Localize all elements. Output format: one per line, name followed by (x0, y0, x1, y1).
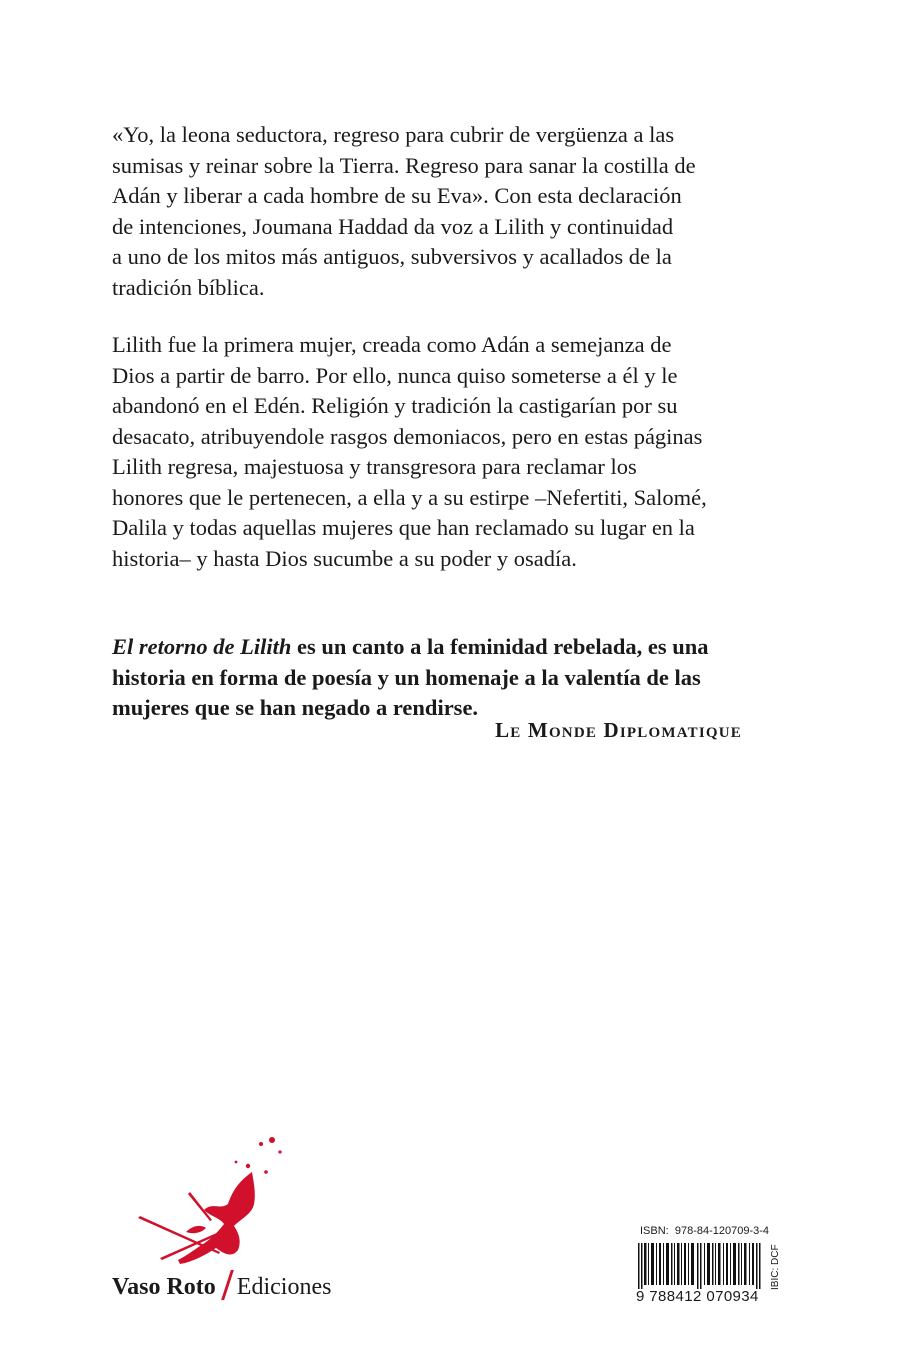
quote-line-1 (112, 632, 812, 663)
isbn-label: ISBN: (640, 1225, 669, 1237)
publisher-brand: Vaso Roto (112, 1274, 216, 1300)
blurb-line: sumisas y reinar sobre la Tierra. Regreso para sanar la costilla de (112, 152, 696, 178)
press-quote (112, 632, 812, 724)
isbn-number: 978-84-120709-3-4 (674, 1225, 770, 1237)
blurb-line: Dalila y todas aquellas mujeres que han reclamado su lugar en la (112, 515, 695, 540)
blurb-line: honores que le pertenecen, a ella y a su estirpe –Nefertiti, Salomé, (112, 484, 707, 510)
book-title: El retorno de Lilith (112, 634, 292, 659)
blurb-line: Lilith regresa, majestuosa y transgresora para reclamar los (112, 454, 637, 479)
barcode-digits: 9 788412 070934 (636, 1288, 759, 1305)
vaso-roto-logo-icon (120, 1132, 300, 1272)
blurb-line: «Yo, la leona seductora, regreso para cubrir de vergüenza a las (112, 122, 675, 147)
quote-text: es un canto a la feminidad rebelada, es una (291, 634, 709, 659)
slash-divider (221, 1270, 234, 1300)
blurb-paragraph-2 (112, 330, 812, 574)
isbn-line (640, 1225, 769, 1237)
blurb-line: Lilith fue la primera mujer, creada como Adán a semejanza de (112, 332, 672, 357)
ibic-code: IBIC: DCF (770, 1244, 781, 1290)
quote-attribution: Le Monde Diplomatique (495, 718, 742, 742)
publisher-name (112, 1270, 331, 1301)
blurb-line: desacato, atribuyendole rasgos demoniacos, pero en estas páginas (112, 423, 703, 449)
blurb-line: a uno de los mitos más antiguos, subversivos y acallados de la (112, 244, 672, 269)
publisher-imprint: Ediciones (236, 1274, 332, 1300)
blurb-paragraph-1 (112, 120, 812, 303)
blurb-line: Dios a partir de barro. Por ello, nunca quiso someterse a él y le (112, 362, 678, 388)
blurb-line: tradición bíblica. (112, 274, 265, 300)
blurb-line: Adán y liberar a cada hombre de su Eva». Con esta declaración (112, 183, 682, 208)
quote-line-3: mujeres que se han negado a rendirse. (112, 695, 479, 720)
blurb-line: de intenciones, Joumana Haddad da voz a Lilith y continuidad (112, 213, 674, 239)
blurb-line: abandonó en el Edén. Religión y tradición la castigarían por su (112, 393, 678, 418)
barcode-icon (638, 1243, 768, 1289)
blurb-line: historia– y hasta Dios sucumbe a su poder y osadía. (112, 545, 577, 571)
quote-line-2: historia en forma de poesía y un homenaje a la valentía de las (112, 664, 701, 690)
